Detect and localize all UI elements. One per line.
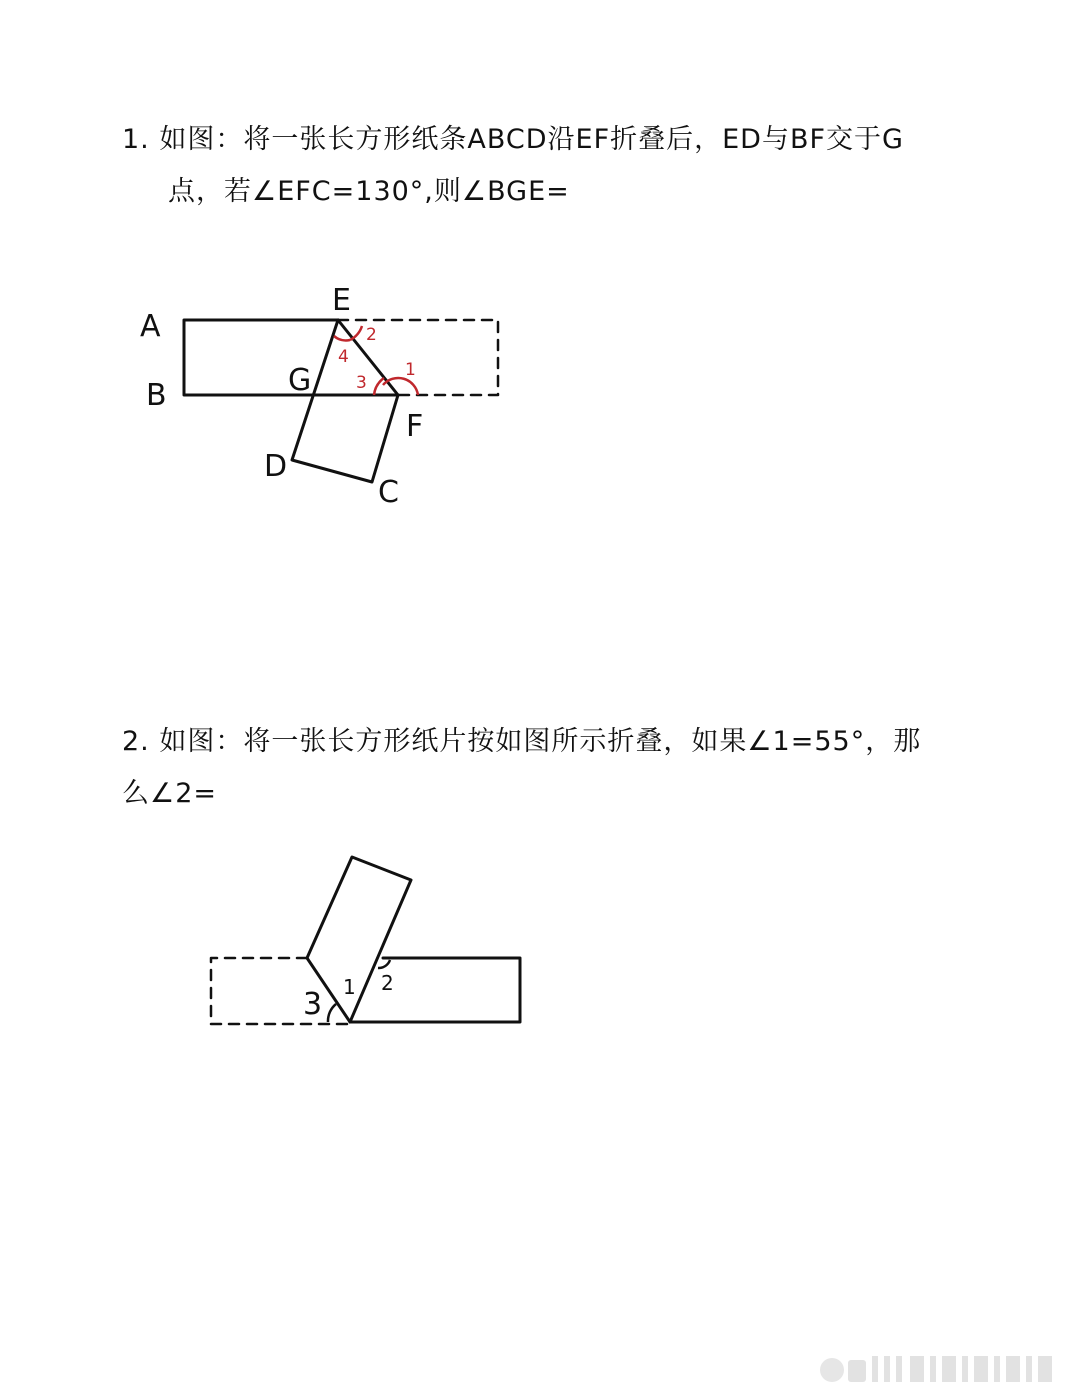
question-2-text-line-2: 么∠2= xyxy=(122,778,218,809)
angle-label-1: 1 xyxy=(343,975,356,999)
question-2-figure xyxy=(211,857,520,1024)
question-1-text-line-2: 点，若∠EFC=130°,则∠BGE= xyxy=(168,176,570,207)
angle-label-4: 4 xyxy=(338,347,349,367)
point-label-A: A xyxy=(140,309,161,344)
point-label-C: C xyxy=(378,475,399,510)
watermark-logo xyxy=(790,1348,1062,1390)
angle-1-arc xyxy=(383,378,418,395)
strip-solid-outline xyxy=(350,958,520,1022)
point-label-B: B xyxy=(146,378,167,413)
point-label-D: D xyxy=(264,449,288,484)
angle-label-3: 3 xyxy=(356,373,367,393)
angle-label-2: 2 xyxy=(381,971,394,995)
point-label-F: F xyxy=(406,409,424,444)
folded-flap xyxy=(307,857,411,1022)
folded-flap xyxy=(292,320,398,482)
point-label-G: G xyxy=(288,363,312,398)
question-2-text-line-1: 2. 如图：将一张长方形纸片按如图所示折叠，如果∠1=55°，那 xyxy=(122,726,922,757)
question-1-figure xyxy=(184,320,498,482)
angle-label-1: 1 xyxy=(405,360,416,380)
angle-2-arc xyxy=(378,960,390,968)
angle-4-arc xyxy=(334,336,350,340)
angle-label-3: 3 xyxy=(303,987,323,1022)
angle-label-2: 2 xyxy=(366,325,377,345)
point-label-E: E xyxy=(332,283,351,318)
angle-3-arc xyxy=(328,1004,336,1022)
question-1-text-line-1: 1. 如图：将一张长方形纸条ABCD沿EF折叠后，ED与BF交于G xyxy=(122,124,904,155)
angle-3-arc xyxy=(374,378,384,395)
angle-2-arc xyxy=(350,326,362,340)
